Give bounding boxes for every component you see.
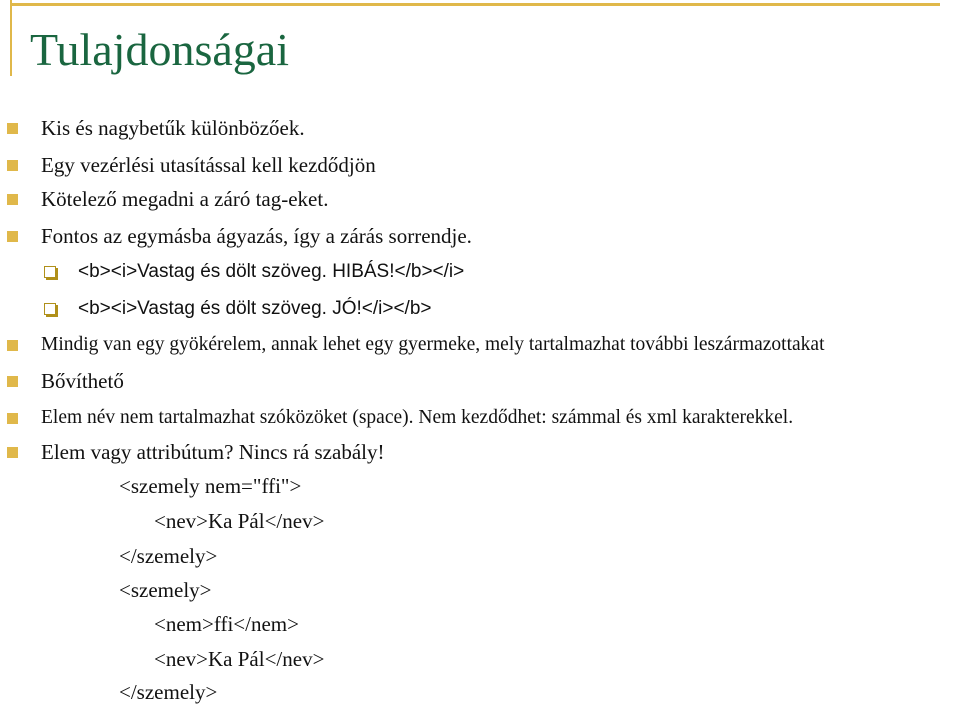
code-text: <szemely nem="ffi"> [119,474,302,498]
slide-title: Tulajdonságai [30,24,289,75]
accent-horizontal-line [10,3,940,6]
square-bullet-icon [7,340,18,351]
bullet-text: Egy vezérlési utasítással kell kezdődjön [41,153,376,177]
accent-vertical-line [10,0,12,76]
bullet-text: Kötelező megadni a záró tag-eket. [41,187,329,211]
checkbox-bullet-icon [44,303,56,315]
code-example-correct: <b><i>Vastag és dölt szöveg. JÓ!</i></b> [78,298,432,319]
code-text: <nem>ffi</nem> [154,612,299,636]
code-text: </szemely> [119,544,218,568]
square-bullet-icon [7,194,18,205]
square-bullet-icon [7,160,18,171]
bullet-text: Mindig van egy gyökérelem, annak lehet egy gyermeke, mely tartalmazhat további leszármazottakat [41,334,825,355]
code-text: </szemely> [119,680,218,704]
bullet-text: Kis és nagybetűk különbözőek. [41,116,305,140]
code-text: <szemely> [119,578,212,602]
bullet-text: Elem név nem tartalmazhat szóközöket (space). Nem kezdődhet: számmal és xml karakterekkel. [41,407,794,428]
square-bullet-icon [7,231,18,242]
checkbox-bullet-icon [44,266,56,278]
code-example-wrong: <b><i>Vastag és dölt szöveg. HIBÁS!</b></i> [78,261,465,282]
bullet-text: Elem vagy attribútum? Nincs rá szabály! [41,440,385,464]
code-text: <nev>Ka Pál</nev> [154,509,325,533]
square-bullet-icon [7,123,18,134]
code-text: <nev>Ka Pál</nev> [154,647,325,671]
square-bullet-icon [7,413,18,424]
square-bullet-icon [7,447,18,458]
bullet-text: Bővíthető [41,369,124,393]
square-bullet-icon [7,376,18,387]
bullet-text: Fontos az egymásba ágyazás, így a zárás sorrendje. [41,224,472,248]
